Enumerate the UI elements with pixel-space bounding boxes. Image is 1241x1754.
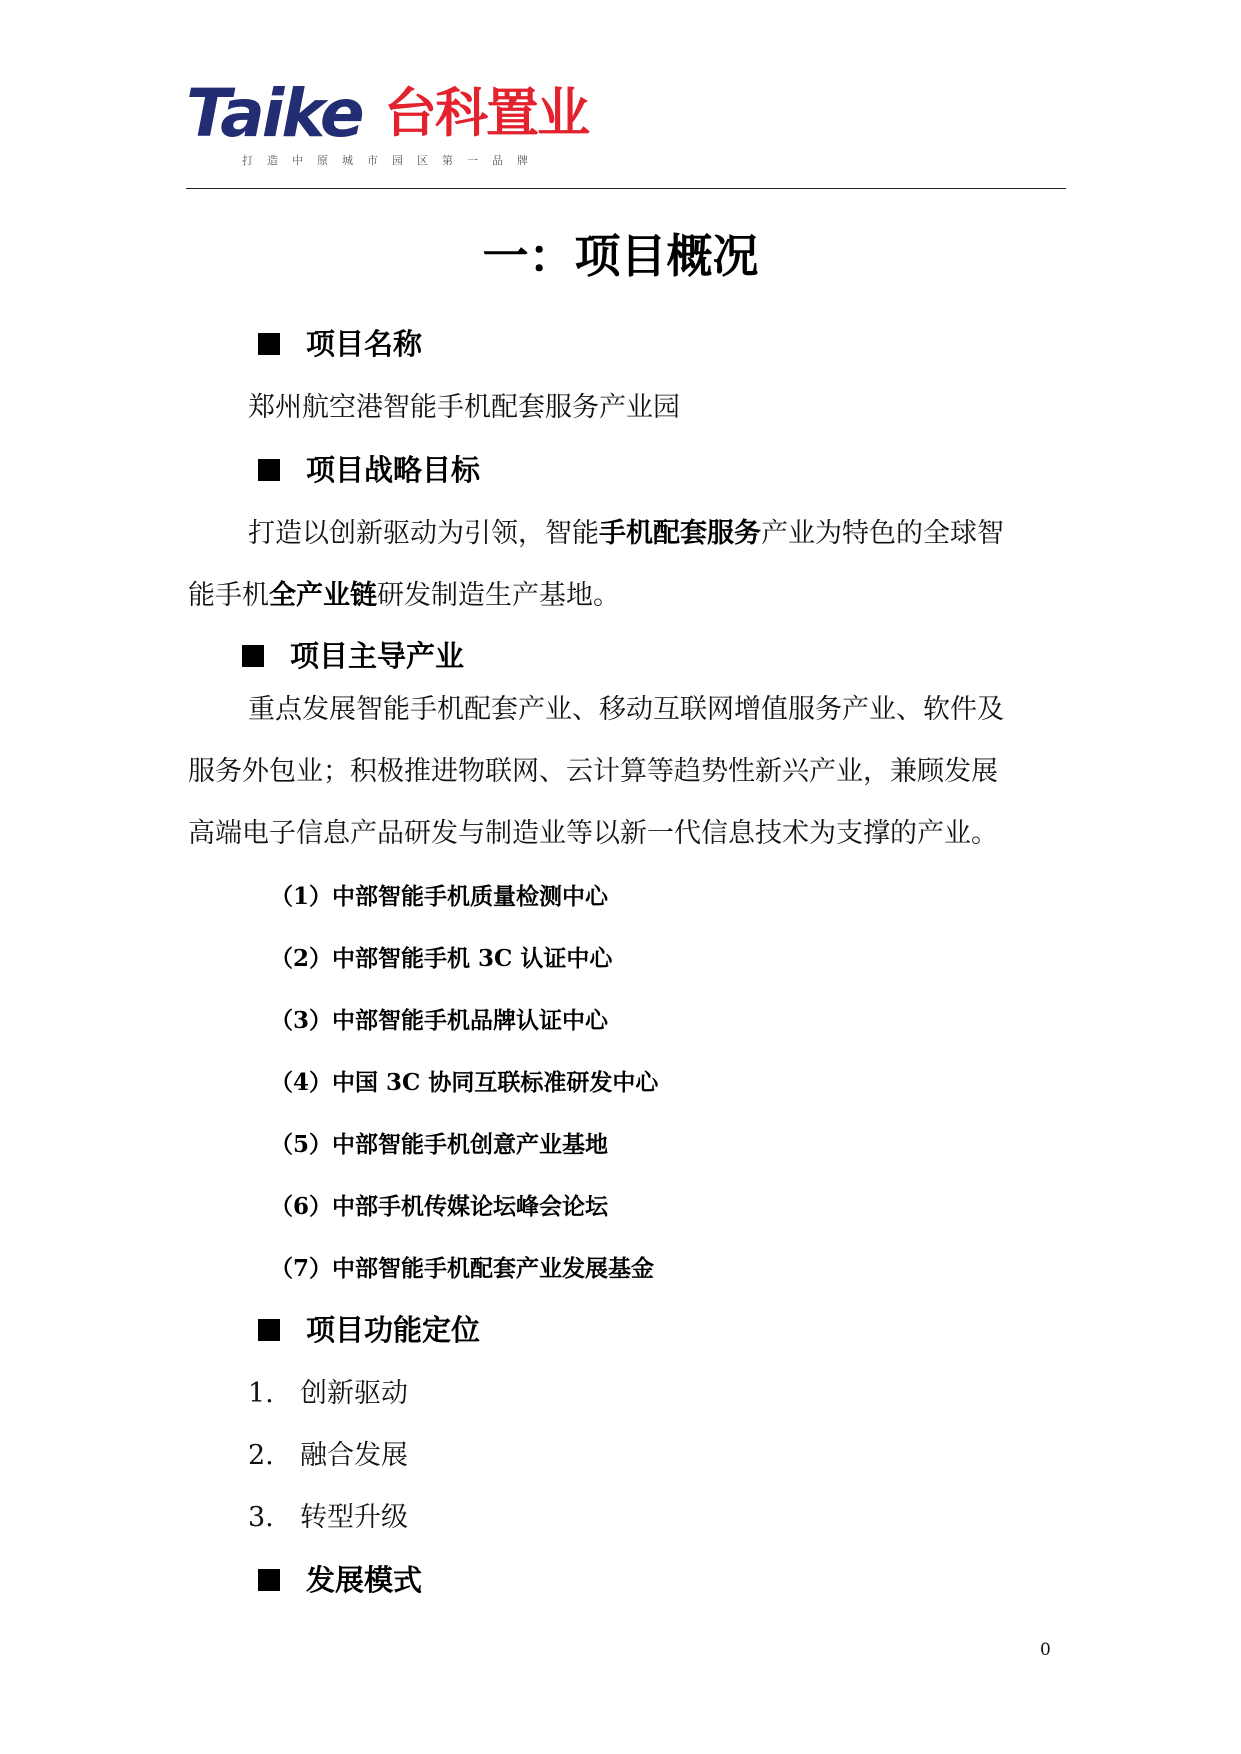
strategy-text: 能手机 [188,580,269,611]
list-number: 2. [248,1440,274,1471]
logo-cjk: 台科置业 [384,83,588,144]
strategy-text: 打造以创新驱动为引领，智能 [248,518,599,549]
function-list-item [248,1436,408,1476]
industry-list-item: （3）中部智能手机品牌认证中心 [270,1007,609,1034]
industry-list-item: （1）中部智能手机质量检测中心 [270,883,609,910]
strategy-text: 研发制造生产基地。 [377,580,620,611]
list-number: 3. [248,1502,274,1533]
strategy-emphasis: 手机配套服务 [599,518,761,549]
section-heading-text: 项目功能定位 [306,1313,481,1347]
section-heading-name [258,324,422,364]
square-bullet-icon [242,645,264,667]
taike-logo [186,75,606,178]
industry-line-1: 重点发展智能手机配套产业、移动互联网增值服务产业、软件及 [248,694,1004,725]
section-heading-text: 项目名称 [306,327,423,361]
section-heading-industry [242,636,464,676]
header-rule [186,188,1066,189]
strategy-line-2 [188,576,620,616]
industry-list-item: （2）中部智能手机 3C 认证中心 [270,945,613,972]
list-number: 1. [248,1378,274,1409]
page-number: 0 [1040,1640,1051,1660]
section-heading-text: 发展模式 [306,1563,423,1597]
strategy-line-1 [248,514,1004,554]
square-bullet-icon [258,1319,280,1341]
list-text: 创新驱动 [300,1378,408,1409]
project-name-text: 郑州航空港智能手机配套服务产业园 [248,392,680,423]
section-heading-text: 项目主导产业 [290,639,465,673]
section-heading-strategy [258,450,480,490]
industry-list-item: （6）中部手机传媒论坛峰会论坛 [270,1193,609,1220]
section-heading-function [258,1310,480,1350]
industry-list-item: （5）中部智能手机创意产业基地 [270,1131,609,1158]
section-heading-model [258,1560,422,1600]
strategy-text: 产业为特色的全球智 [761,518,1004,549]
list-text: 融合发展 [300,1440,408,1471]
industry-line-2: 服务外包业；积极推进物联网、云计算等趋势性新兴产业，兼顾发展 [188,756,998,787]
square-bullet-icon [258,333,280,355]
page-title: 一：项目概况 [482,229,759,283]
square-bullet-icon [258,459,280,481]
logo-tagline: 打造中原城市园区第一品牌 [242,154,542,167]
strategy-emphasis: 全产业链 [269,580,377,611]
section-heading-text: 项目战略目标 [306,453,481,487]
industry-list-item: （7）中部智能手机配套产业发展基金 [270,1255,655,1282]
square-bullet-icon [258,1569,280,1591]
logo-latin: Taike [186,75,362,152]
industry-line-3: 高端电子信息产品研发与制造业等以新一代信息技术为支撑的产业。 [188,818,998,849]
function-list-item [248,1374,408,1414]
list-text: 转型升级 [300,1502,408,1533]
function-list-item [248,1498,408,1538]
industry-list-item: （4）中国 3C 协同互联标准研发中心 [270,1069,659,1096]
